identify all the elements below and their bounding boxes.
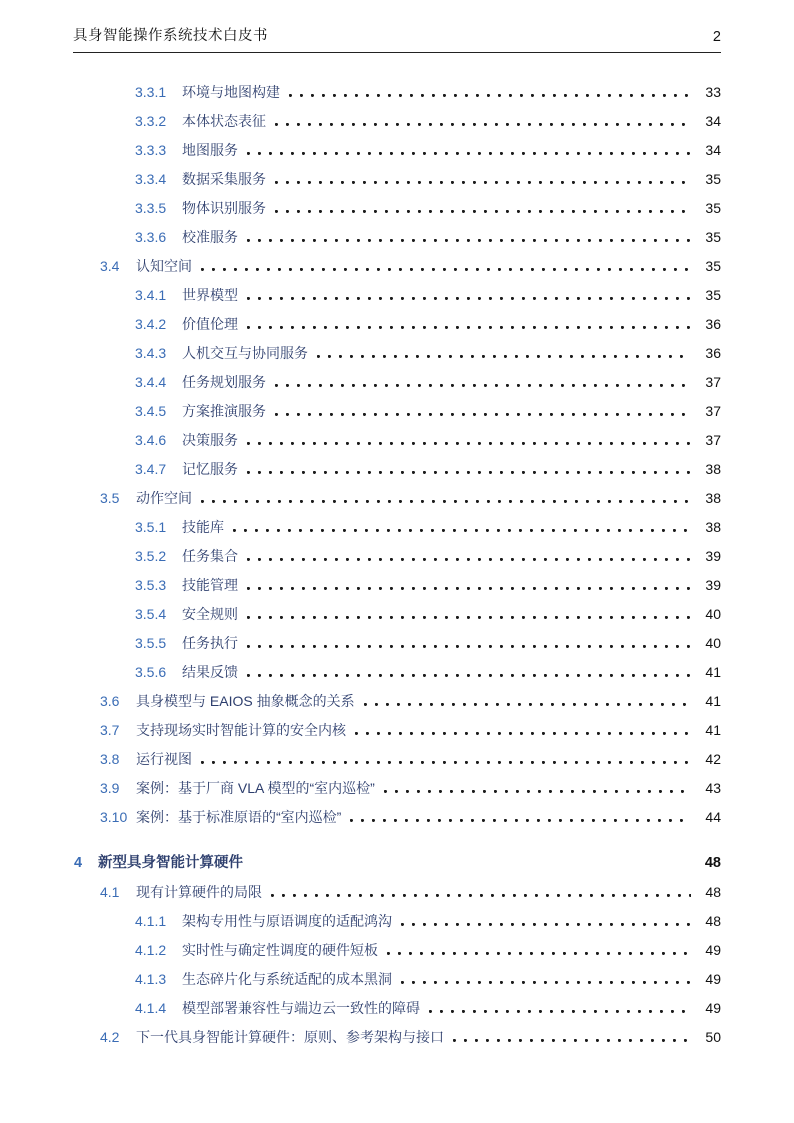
toc-entry-page[interactable]: 35 bbox=[705, 258, 721, 274]
toc-entry-page[interactable]: 49 bbox=[705, 1000, 721, 1016]
toc-entry-number[interactable]: 4 bbox=[74, 855, 83, 871]
toc-entry-3-5-5[interactable] bbox=[73, 629, 721, 658]
toc-entry-title[interactable]: 生态碎片化与系统适配的成本黑洞 bbox=[182, 971, 392, 987]
toc-entry-number[interactable]: 3.6 bbox=[100, 693, 120, 709]
toc-entry-title[interactable]: 实时性与确定性调度的硬件短板 bbox=[182, 942, 378, 958]
toc-leader-dots bbox=[401, 981, 691, 984]
toc-entry-number[interactable]: 3.7 bbox=[100, 722, 120, 738]
toc-entry-number[interactable]: 3.5.2 bbox=[135, 548, 167, 564]
toc-entry-page[interactable]: 39 bbox=[705, 577, 721, 593]
toc-entry-number[interactable]: 3.8 bbox=[100, 751, 120, 767]
toc-entry-3-5-1[interactable] bbox=[73, 513, 721, 542]
toc-entry-title[interactable]: 任务集合 bbox=[182, 548, 238, 564]
toc-entry-page[interactable]: 40 bbox=[705, 606, 721, 622]
toc-entry-title[interactable]: 模型部署兼容性与端边云一致性的障碍 bbox=[182, 1000, 420, 1016]
toc-leader-dots bbox=[201, 500, 691, 503]
toc-entry-page[interactable]: 41 bbox=[705, 664, 721, 680]
toc-leader-dots bbox=[275, 181, 691, 184]
toc-leader-dots bbox=[289, 94, 691, 97]
toc-leader-dots bbox=[275, 210, 691, 213]
toc-entry-title[interactable]: 环境与地图构建 bbox=[182, 84, 280, 100]
toc-entry-page[interactable]: 35 bbox=[705, 200, 721, 216]
toc-entry-3-3-2[interactable] bbox=[73, 107, 721, 136]
page-header bbox=[73, 24, 721, 53]
toc-entry-page[interactable]: 42 bbox=[705, 751, 721, 767]
toc-entry-title[interactable]: 物体识别服务 bbox=[182, 200, 266, 216]
header-document-title: 具身智能操作系统技术白皮书 bbox=[73, 28, 268, 44]
toc-entry-3-4-6[interactable] bbox=[73, 426, 721, 455]
toc-entry-page[interactable]: 48 bbox=[705, 884, 721, 900]
toc-entry-number[interactable]: 3.5.4 bbox=[135, 606, 167, 622]
toc-entry-title[interactable]: 结果反馈 bbox=[182, 664, 238, 680]
toc-entry-4-1-4[interactable] bbox=[73, 994, 721, 1023]
toc-entry-page[interactable]: 41 bbox=[705, 693, 721, 709]
toc-entry-title[interactable]: 运行视图 bbox=[136, 751, 192, 767]
toc-entry-3-4-7[interactable] bbox=[73, 455, 721, 484]
toc-entry-page[interactable]: 43 bbox=[705, 780, 721, 796]
toc-entry-number[interactable]: 4.1 bbox=[100, 884, 120, 900]
toc-entry-number[interactable]: 3.3.1 bbox=[135, 84, 167, 100]
toc-leader-dots bbox=[271, 894, 691, 897]
toc-entry-number[interactable]: 3.5.1 bbox=[135, 519, 167, 535]
toc-entry-number[interactable]: 3.5.6 bbox=[135, 664, 167, 680]
toc-entry-number[interactable]: 3.9 bbox=[100, 780, 120, 796]
toc-entry-title[interactable]: 技能库 bbox=[182, 519, 224, 535]
toc-entry-page[interactable]: 33 bbox=[705, 84, 721, 100]
toc-leader-dots bbox=[247, 471, 691, 474]
toc-entry-title[interactable]: 世界模型 bbox=[182, 287, 238, 303]
toc-entry-number[interactable]: 3.4.6 bbox=[135, 432, 167, 448]
toc-leader-dots bbox=[350, 819, 691, 822]
toc-entry-page[interactable]: 41 bbox=[705, 722, 721, 738]
toc-entry-3-3-4[interactable] bbox=[73, 165, 721, 194]
toc-entry-3-5[interactable] bbox=[73, 484, 721, 513]
toc-entry-number[interactable]: 4.2 bbox=[100, 1029, 120, 1045]
toc-entry-number[interactable]: 3.4.5 bbox=[135, 403, 167, 419]
toc-entry-number[interactable]: 3.3.3 bbox=[135, 142, 167, 158]
toc-entry-3-3-1[interactable] bbox=[73, 78, 721, 107]
toc-leader-dots bbox=[275, 413, 691, 416]
toc-entry-page[interactable]: 48 bbox=[704, 855, 721, 871]
toc-leader-dots bbox=[247, 674, 691, 677]
toc-entry-page[interactable]: 38 bbox=[705, 519, 721, 535]
toc-leader-dots bbox=[247, 587, 691, 590]
toc-entry-number[interactable]: 3.5.3 bbox=[135, 577, 167, 593]
toc-entry-title[interactable]: 新型具身智能计算硬件 bbox=[98, 855, 243, 871]
header-page-number: 2 bbox=[712, 29, 721, 45]
toc-entry-3-4-1[interactable] bbox=[73, 281, 721, 310]
toc-entry-number[interactable]: 3.4 bbox=[100, 258, 120, 274]
toc-entry-3-3-3[interactable] bbox=[73, 136, 721, 165]
toc-entry-3-5-4[interactable] bbox=[73, 600, 721, 629]
toc-entry-title[interactable]: 案例：基于厂商 VLA 模型的“室内巡检” bbox=[136, 780, 375, 796]
toc-entry-3-5-2[interactable] bbox=[73, 542, 721, 571]
toc-entry-title[interactable]: 校准服务 bbox=[182, 229, 238, 245]
toc-entry-number[interactable]: 3.3.6 bbox=[135, 229, 167, 245]
toc-leader-dots bbox=[429, 1010, 691, 1013]
toc-entry-4-1-1[interactable] bbox=[73, 907, 721, 936]
toc-entry-4-2[interactable] bbox=[73, 1023, 721, 1052]
toc-leader-dots bbox=[247, 645, 691, 648]
toc-entry-title[interactable]: 地图服务 bbox=[182, 142, 238, 158]
toc-entry-number[interactable]: 3.10 bbox=[100, 809, 128, 825]
toc-leader-dots bbox=[247, 616, 691, 619]
toc-entry-number[interactable]: 3.4.2 bbox=[135, 316, 167, 332]
toc-entry-3-6[interactable] bbox=[73, 687, 721, 716]
toc-entry-title[interactable]: 安全规则 bbox=[182, 606, 238, 622]
toc-entry-page[interactable]: 34 bbox=[705, 113, 721, 129]
toc-entry-number[interactable]: 3.3.5 bbox=[135, 200, 167, 216]
toc-leader-dots bbox=[401, 923, 691, 926]
toc-entry-3-5-6[interactable] bbox=[73, 658, 721, 687]
toc-entry-3-10[interactable] bbox=[73, 803, 721, 832]
toc-entry-number[interactable]: 3.5.5 bbox=[135, 635, 167, 651]
toc-entry-page[interactable]: 38 bbox=[705, 461, 721, 477]
toc-entry-title[interactable]: 具身模型与 EAIOS 抽象概念的关系 bbox=[136, 693, 355, 709]
toc-entry-title[interactable]: 现有计算硬件的局限 bbox=[136, 884, 262, 900]
toc-entry-3-4[interactable] bbox=[73, 252, 721, 281]
toc-leader-dots bbox=[247, 558, 691, 561]
toc-entry-title[interactable]: 数据采集服务 bbox=[182, 171, 266, 187]
toc-entry-4-1-2[interactable] bbox=[73, 936, 721, 965]
toc-leader-dots bbox=[275, 123, 691, 126]
toc-entry-3-4-3[interactable] bbox=[73, 339, 721, 368]
toc-entry-title[interactable]: 任务执行 bbox=[182, 635, 238, 651]
toc-leader-dots bbox=[233, 529, 691, 532]
toc-leader-dots bbox=[355, 732, 691, 735]
toc-entry-number[interactable]: 3.4.7 bbox=[135, 461, 167, 477]
toc-leader-dots bbox=[275, 384, 691, 387]
toc-entry-page[interactable]: 37 bbox=[705, 432, 721, 448]
toc-entry-page[interactable]: 39 bbox=[705, 548, 721, 564]
toc-leader-dots bbox=[317, 355, 691, 358]
toc-leader-dots bbox=[247, 442, 691, 445]
toc-leader-dots bbox=[247, 239, 691, 242]
toc-entry-3-7[interactable] bbox=[73, 716, 721, 745]
toc-leader-dots bbox=[247, 326, 691, 329]
toc-entry-number[interactable]: 3.4.3 bbox=[135, 345, 167, 361]
toc-entry-title[interactable]: 人机交互与协同服务 bbox=[182, 345, 308, 361]
toc-entry-page[interactable]: 40 bbox=[705, 635, 721, 651]
toc-entry-page[interactable]: 37 bbox=[705, 403, 721, 419]
toc-leader-dots bbox=[384, 790, 691, 793]
toc-entry-3-5-3[interactable] bbox=[73, 571, 721, 600]
toc-entry-title[interactable]: 案例：基于标准原语的“室内巡检” bbox=[136, 809, 342, 825]
toc-entry-3-8[interactable] bbox=[73, 745, 721, 774]
toc bbox=[73, 78, 721, 1052]
toc-entry-3-3-5[interactable] bbox=[73, 194, 721, 223]
toc-entry-title[interactable]: 价值伦理 bbox=[182, 316, 238, 332]
toc-entry-number[interactable]: 3.3.4 bbox=[135, 171, 167, 187]
toc-entry-page[interactable]: 35 bbox=[705, 287, 721, 303]
toc-leader-dots bbox=[247, 297, 691, 300]
toc-entry-number[interactable]: 3.5 bbox=[100, 490, 120, 506]
toc-leader-dots bbox=[387, 952, 691, 955]
toc-entry-page[interactable]: 44 bbox=[705, 809, 721, 825]
toc-leader-dots bbox=[252, 865, 691, 868]
toc-entry-number[interactable]: 4.1.3 bbox=[135, 971, 167, 987]
toc-entry-title[interactable]: 认知空间 bbox=[136, 258, 192, 274]
toc-entry-3-9[interactable] bbox=[73, 774, 721, 803]
toc-entry-title[interactable]: 技能管理 bbox=[182, 577, 238, 593]
toc-entry-title[interactable]: 记忆服务 bbox=[182, 461, 238, 477]
toc-entry-page[interactable]: 48 bbox=[705, 913, 721, 929]
toc-entry-4-1[interactable] bbox=[73, 878, 721, 907]
toc-entry-3-4-2[interactable] bbox=[73, 310, 721, 339]
toc-entry-page[interactable]: 38 bbox=[705, 490, 721, 506]
toc-entry-title[interactable]: 本体状态表征 bbox=[182, 113, 266, 129]
toc-entry-number[interactable]: 3.3.2 bbox=[135, 113, 167, 129]
toc-entry-page[interactable]: 34 bbox=[705, 142, 721, 158]
toc-entry-title[interactable]: 支持现场实时智能计算的安全内核 bbox=[136, 722, 346, 738]
toc-entry-4-1-3[interactable] bbox=[73, 965, 721, 994]
toc-leader-dots bbox=[247, 152, 691, 155]
toc-entry-number[interactable]: 3.4.1 bbox=[135, 287, 167, 303]
toc-entry-page[interactable]: 36 bbox=[705, 345, 721, 361]
toc-entry-number[interactable]: 4.1.4 bbox=[135, 1000, 167, 1016]
toc-entry-title[interactable]: 任务规划服务 bbox=[182, 374, 266, 390]
toc-entry-title[interactable]: 方案推演服务 bbox=[182, 403, 266, 419]
toc-entry-page[interactable]: 36 bbox=[705, 316, 721, 332]
toc-leader-dots bbox=[453, 1039, 691, 1042]
toc-entry-3-4-5[interactable] bbox=[73, 397, 721, 426]
toc-entry-title[interactable]: 决策服务 bbox=[182, 432, 238, 448]
toc-entry-page[interactable]: 49 bbox=[705, 942, 721, 958]
toc-entry-number[interactable]: 3.4.4 bbox=[135, 374, 167, 390]
toc-entry-title[interactable]: 动作空间 bbox=[136, 490, 192, 506]
toc-entry-4[interactable] bbox=[73, 849, 721, 878]
toc-entry-number[interactable]: 4.1.1 bbox=[135, 913, 167, 929]
toc-entry-page[interactable]: 49 bbox=[705, 971, 721, 987]
toc-entry-3-4-4[interactable] bbox=[73, 368, 721, 397]
toc-entry-page[interactable]: 35 bbox=[705, 229, 721, 245]
toc-entry-title[interactable]: 架构专用性与原语调度的适配鸿沟 bbox=[182, 913, 392, 929]
toc-entry-page[interactable]: 50 bbox=[705, 1029, 721, 1045]
toc-entry-page[interactable]: 35 bbox=[705, 171, 721, 187]
toc-entry-page[interactable]: 37 bbox=[705, 374, 721, 390]
toc-leader-dots bbox=[201, 761, 691, 764]
toc-entry-3-3-6[interactable] bbox=[73, 223, 721, 252]
toc-entry-number[interactable]: 4.1.2 bbox=[135, 942, 167, 958]
toc-entry-title[interactable]: 下一代具身智能计算硬件：原则、参考架构与接口 bbox=[136, 1029, 444, 1045]
toc-leader-dots bbox=[364, 703, 691, 706]
toc-leader-dots bbox=[201, 268, 691, 271]
